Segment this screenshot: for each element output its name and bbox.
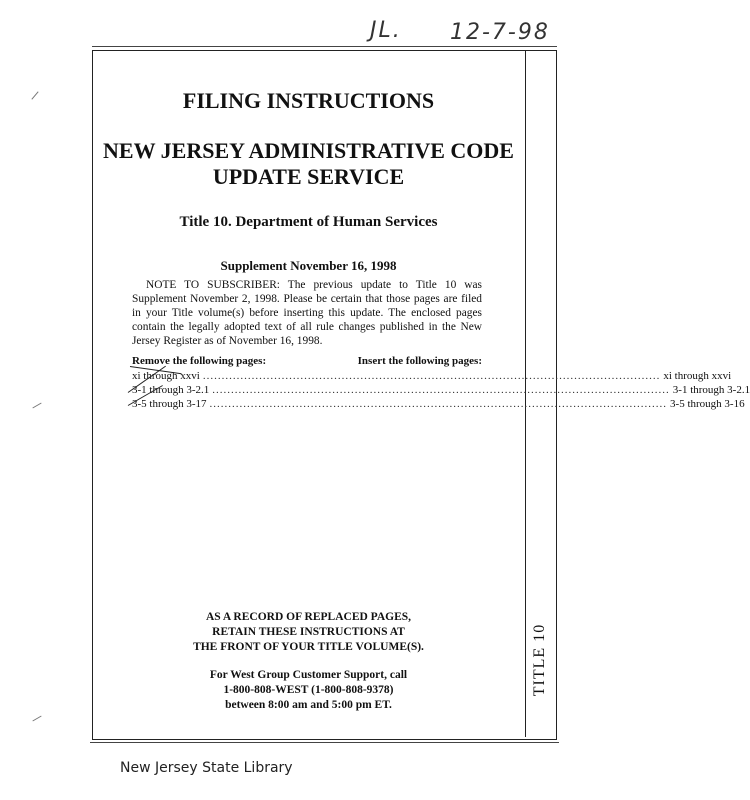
leader-dots: .......................................................................................................................... bbox=[202, 370, 661, 382]
record-line: AS A RECORD OF REPLACED PAGES, bbox=[205, 611, 412, 623]
insert-header: Insert the following pages: bbox=[357, 355, 482, 367]
insert-pages: xi through xxvi bbox=[663, 370, 732, 382]
record-line: THE FRONT OF YOUR TITLE VOLUME(S). bbox=[193, 641, 424, 653]
support-line: For West Group Customer Support, call bbox=[209, 669, 408, 681]
side-tab-label: TITLE 10 bbox=[531, 623, 549, 697]
department-heading: Title 10. Department of Human Services bbox=[179, 214, 438, 230]
remove-pages: 3-1 through 3-2.1 bbox=[132, 384, 210, 396]
pages-table-header bbox=[132, 355, 482, 367]
frame-bottom-rule bbox=[90, 742, 559, 743]
frame-top-rule bbox=[92, 46, 557, 47]
remove-header: Remove the following pages: bbox=[132, 355, 267, 367]
margin-tick bbox=[32, 716, 41, 722]
insert-pages: 3-1 through 3-2.1 bbox=[672, 384, 750, 396]
record-instructions bbox=[92, 610, 525, 655]
title-side-tab bbox=[526, 600, 555, 720]
table-row bbox=[132, 398, 745, 410]
subscriber-note bbox=[132, 278, 482, 348]
margin-tick bbox=[32, 403, 41, 409]
support-line: 1-800-808-WEST (1-800-808-9378) bbox=[223, 684, 394, 696]
handwritten-date: 12-7-98 bbox=[450, 20, 550, 45]
customer-support bbox=[92, 668, 525, 713]
remove-pages: xi through xxvi bbox=[132, 370, 200, 382]
code-title-line1: NEW JERSEY ADMINISTRATIVE CODE bbox=[103, 138, 514, 163]
record-line: RETAIN THESE INSTRUCTIONS AT bbox=[212, 626, 405, 638]
margin-tick bbox=[31, 91, 38, 99]
subscriber-note-text: NOTE TO SUBSCRIBER: The previous update to Title 10 was Supplement November 2, 1998. Please be certain that those pages are filed in your Title volume(s) before inserting this update. The enclosed pages contain the legally adopted text of all rule changes published in the New Jersey Register as of November 16, 1998. bbox=[132, 279, 482, 347]
insert-pages: 3-5 through 3-16 bbox=[670, 398, 745, 410]
leader-dots: .......................................................................................................................... bbox=[209, 398, 668, 410]
support-line: between 8:00 am and 5:00 pm ET. bbox=[225, 699, 392, 711]
handwritten-initials: JL. bbox=[370, 18, 402, 43]
table-row bbox=[132, 384, 750, 396]
leader-dots: .......................................................................................................................... bbox=[212, 384, 670, 396]
supplement-heading: Supplement November 16, 1998 bbox=[220, 258, 397, 273]
code-title-line2: UPDATE SERVICE bbox=[212, 164, 405, 189]
page-title: FILING INSTRUCTIONS bbox=[182, 88, 435, 113]
library-stamp: New Jersey State Library bbox=[120, 760, 293, 776]
remove-pages: 3-5 through 3-17 bbox=[132, 398, 207, 410]
table-row bbox=[132, 370, 732, 382]
